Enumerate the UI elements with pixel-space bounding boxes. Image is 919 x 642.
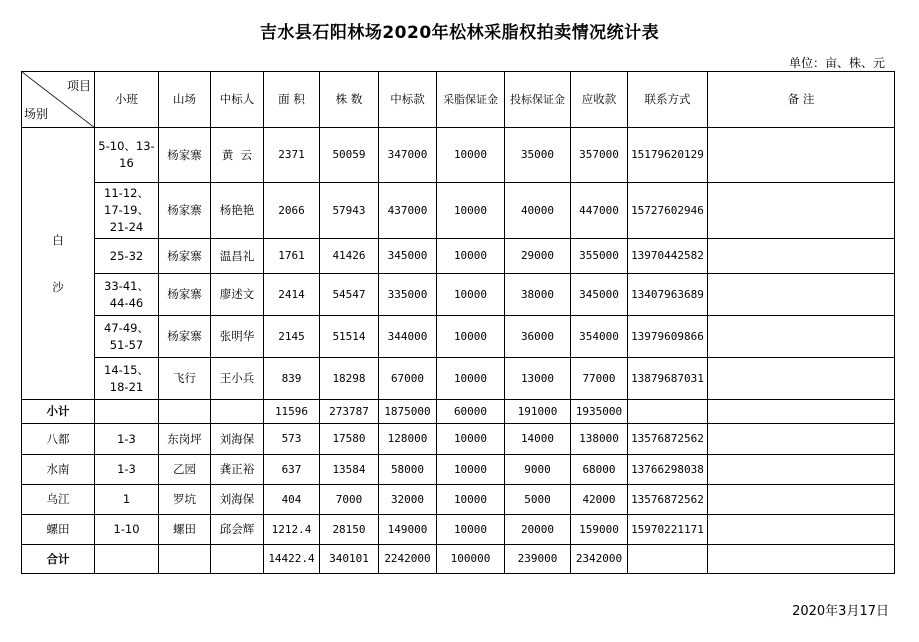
cell-remark (708, 424, 895, 455)
cell-bid-deposit: 239000 (505, 545, 571, 574)
cell-remark (708, 455, 895, 485)
cell-person: 刘海保 (211, 424, 264, 455)
cell-remark (708, 274, 895, 316)
cell-resin-deposit: 10000 (437, 424, 505, 455)
col-header: 中标人 (211, 72, 264, 128)
cell-empty (708, 545, 895, 574)
cell-xiaoban: 47-49、51-57 (95, 316, 159, 358)
cell-xiaoban: 1 (95, 485, 159, 515)
cell-xiaoban: 11-12、17-19、21-24 (95, 183, 159, 239)
col-header: 株 数 (320, 72, 379, 128)
table-row (22, 358, 895, 400)
report-date: 2020年3月17日 (792, 604, 889, 619)
cell-person: 龚正裕 (211, 455, 264, 485)
table-row (22, 183, 895, 239)
cell-empty (159, 545, 211, 574)
cell-bid: 67000 (379, 358, 437, 400)
cell-trees: 28150 (320, 515, 379, 545)
table-row (22, 274, 895, 316)
cell-person: 温昌礼 (211, 239, 264, 274)
col-header: 联系方式 (628, 72, 708, 128)
cell-farm: 乌江 (22, 485, 95, 515)
cell-resin-deposit: 60000 (437, 400, 505, 424)
col-header: 应收款 (571, 72, 628, 128)
cell-area: 839 (264, 358, 320, 400)
cell-resin-deposit: 10000 (437, 455, 505, 485)
subtotal-row (22, 400, 895, 424)
page-title: 吉水县石阳林场2020年松林采脂权拍卖情况统计表 (259, 23, 660, 43)
cell-phone: 13766298038 (628, 455, 708, 485)
cell-trees: 41426 (320, 239, 379, 274)
table-row (22, 424, 895, 455)
cell-empty (211, 545, 264, 574)
corner-top-label: 项目 (66, 79, 91, 93)
cell-resin-deposit: 10000 (437, 128, 505, 183)
cell-farm: 水南 (22, 455, 95, 485)
cell-person: 张明华 (211, 316, 264, 358)
cell-person: 王小兵 (211, 358, 264, 400)
cell-phone: 13576872562 (628, 424, 708, 455)
col-header: 备 注 (708, 72, 895, 128)
cell-trees: 273787 (320, 400, 379, 424)
cell-resin-deposit: 10000 (437, 515, 505, 545)
cell-person: 廖述文 (211, 274, 264, 316)
cell-remark (708, 183, 895, 239)
table-row (22, 515, 895, 545)
cell-farm: 八都 (22, 424, 95, 455)
auction-table (21, 71, 895, 574)
cell-trees: 51514 (320, 316, 379, 358)
cell-xiaoban: 1-3 (95, 424, 159, 455)
table-row (22, 239, 895, 274)
cell-receivable: 42000 (571, 485, 628, 515)
cell-phone: 15179620129 (628, 128, 708, 183)
cell-receivable: 1935000 (571, 400, 628, 424)
cell-bid: 58000 (379, 455, 437, 485)
cell-bid-deposit: 35000 (505, 128, 571, 183)
cell-person: 黄 云 (211, 128, 264, 183)
cell-trees: 57943 (320, 183, 379, 239)
cell-receivable: 355000 (571, 239, 628, 274)
unit-note: 单位：亩、株、元 (788, 56, 885, 70)
cell-area: 14422.4 (264, 545, 320, 574)
cell-bid-deposit: 38000 (505, 274, 571, 316)
cell-xiaoban: 1-10 (95, 515, 159, 545)
cell-receivable: 159000 (571, 515, 628, 545)
cell-trees: 13584 (320, 455, 379, 485)
cell-area: 637 (264, 455, 320, 485)
header-row (22, 72, 895, 128)
cell-shanchang: 东岗坪 (159, 424, 211, 455)
cell-bid: 128000 (379, 424, 437, 455)
table-row (22, 455, 895, 485)
corner-header (22, 72, 95, 128)
cell-empty (211, 400, 264, 424)
cell-phone: 13970442582 (628, 239, 708, 274)
cell-empty (95, 545, 159, 574)
cell-remark (708, 358, 895, 400)
col-header: 小班 (95, 72, 159, 128)
cell-shanchang: 杨家寨 (159, 239, 211, 274)
cell-remark (708, 515, 895, 545)
cell-trees: 340101 (320, 545, 379, 574)
cell-area: 11596 (264, 400, 320, 424)
cell-bid-deposit: 13000 (505, 358, 571, 400)
cell-area: 2371 (264, 128, 320, 183)
cell-resin-deposit: 10000 (437, 485, 505, 515)
cell-bid: 335000 (379, 274, 437, 316)
cell-bid-deposit: 5000 (505, 485, 571, 515)
cell-remark (708, 239, 895, 274)
cell-xiaoban: 14-15、18-21 (95, 358, 159, 400)
cell-bid-deposit: 191000 (505, 400, 571, 424)
cell-person: 邱会辉 (211, 515, 264, 545)
cell-remark (708, 128, 895, 183)
total-row (22, 545, 895, 574)
cell-xiaoban: 33-41、44-46 (95, 274, 159, 316)
cell-bid: 344000 (379, 316, 437, 358)
table-row (22, 485, 895, 515)
cell-phone: 13576872562 (628, 485, 708, 515)
col-header: 采脂保证金 (437, 72, 505, 128)
cell-receivable: 138000 (571, 424, 628, 455)
cell-phone: 13407963689 (628, 274, 708, 316)
cell-xiaoban: 25-32 (95, 239, 159, 274)
cell-trees: 17580 (320, 424, 379, 455)
cell-bid-deposit: 36000 (505, 316, 571, 358)
col-header: 面 积 (264, 72, 320, 128)
cell-shanchang: 杨家寨 (159, 316, 211, 358)
cell-bid: 347000 (379, 128, 437, 183)
cell-resin-deposit: 10000 (437, 358, 505, 400)
cell-empty (159, 400, 211, 424)
cell-receivable: 345000 (571, 274, 628, 316)
cell-xiaoban: 5-10、13-16 (95, 128, 159, 183)
cell-bid: 345000 (379, 239, 437, 274)
cell-bid-deposit: 14000 (505, 424, 571, 455)
cell-remark (708, 316, 895, 358)
cell-trees: 18298 (320, 358, 379, 400)
cell-trees: 7000 (320, 485, 379, 515)
cell-receivable: 354000 (571, 316, 628, 358)
cell-xiaoban: 1-3 (95, 455, 159, 485)
group-label-1: 白 (52, 232, 64, 247)
cell-shanchang: 杨家寨 (159, 183, 211, 239)
cell-area: 1761 (264, 239, 320, 274)
cell-bid: 149000 (379, 515, 437, 545)
cell-bid-deposit: 40000 (505, 183, 571, 239)
col-header: 山场 (159, 72, 211, 128)
cell-shanchang: 罗坑 (159, 485, 211, 515)
cell-bid: 1875000 (379, 400, 437, 424)
corner-bottom-label: 场别 (24, 106, 49, 121)
cell-resin-deposit: 10000 (437, 239, 505, 274)
cell-resin-deposit: 10000 (437, 274, 505, 316)
col-header: 中标款 (379, 72, 437, 128)
cell-shanchang: 杨家寨 (159, 274, 211, 316)
cell-empty (95, 400, 159, 424)
cell-area: 404 (264, 485, 320, 515)
table-row (22, 316, 895, 358)
subtotal-label: 小计 (22, 400, 95, 424)
cell-resin-deposit: 10000 (437, 316, 505, 358)
cell-bid-deposit: 20000 (505, 515, 571, 545)
cell-bid: 32000 (379, 485, 437, 515)
cell-resin-deposit: 10000 (437, 183, 505, 239)
cell-receivable: 447000 (571, 183, 628, 239)
cell-area: 2145 (264, 316, 320, 358)
cell-empty (628, 545, 708, 574)
col-header: 投标保证金 (505, 72, 571, 128)
group-baisha (22, 128, 95, 400)
cell-bid: 437000 (379, 183, 437, 239)
cell-receivable: 77000 (571, 358, 628, 400)
cell-phone: 13879687031 (628, 358, 708, 400)
cell-person: 杨艳艳 (211, 183, 264, 239)
cell-person: 刘海保 (211, 485, 264, 515)
cell-bid-deposit: 9000 (505, 455, 571, 485)
cell-empty (708, 400, 895, 424)
cell-remark (708, 485, 895, 515)
cell-phone: 15970221171 (628, 515, 708, 545)
cell-area: 2066 (264, 183, 320, 239)
cell-resin-deposit: 100000 (437, 545, 505, 574)
cell-area: 2414 (264, 274, 320, 316)
cell-shanchang: 螺田 (159, 515, 211, 545)
cell-bid: 2242000 (379, 545, 437, 574)
group-label-2: 沙 (52, 279, 64, 294)
cell-phone: 15727602946 (628, 183, 708, 239)
cell-shanchang: 飞行 (159, 358, 211, 400)
cell-receivable: 357000 (571, 128, 628, 183)
cell-receivable: 2342000 (571, 545, 628, 574)
total-label: 合计 (22, 545, 95, 574)
cell-farm: 螺田 (22, 515, 95, 545)
cell-trees: 50059 (320, 128, 379, 183)
cell-phone: 13979609866 (628, 316, 708, 358)
cell-receivable: 68000 (571, 455, 628, 485)
cell-area: 573 (264, 424, 320, 455)
cell-shanchang: 杨家寨 (159, 128, 211, 183)
table-row (22, 128, 895, 183)
cell-trees: 54547 (320, 274, 379, 316)
cell-shanchang: 乙园 (159, 455, 211, 485)
cell-empty (628, 400, 708, 424)
cell-bid-deposit: 29000 (505, 239, 571, 274)
cell-area: 1212.4 (264, 515, 320, 545)
